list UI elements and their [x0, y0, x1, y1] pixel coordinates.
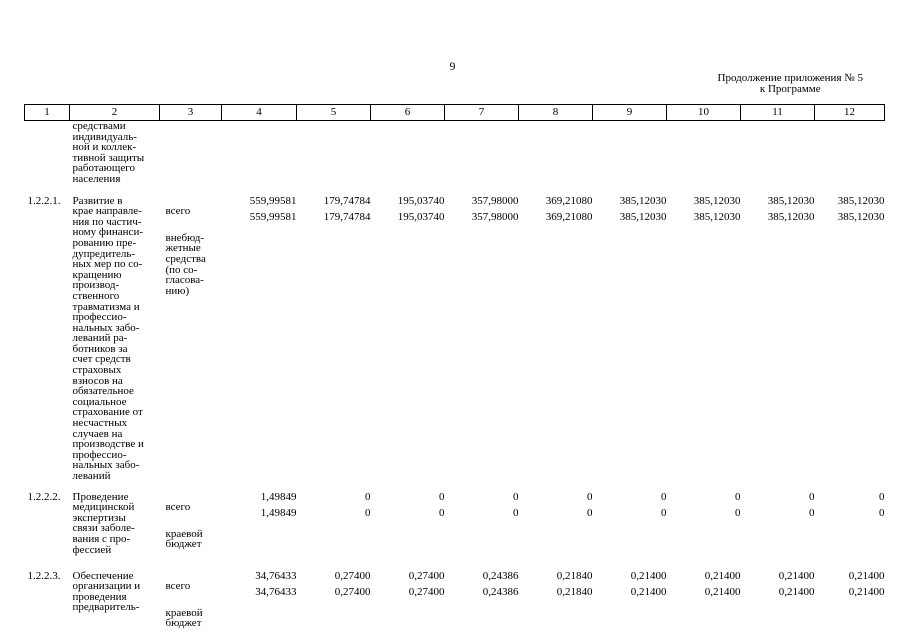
source-extrabudget: внебюд- жетные средства (по со- гласова- нию) [165, 231, 206, 297]
source-regional-budget: краевой бюджет [165, 606, 203, 630]
row-code: 1.2.2.3. [27, 569, 61, 582]
col-header: 6 [371, 105, 445, 121]
value-cell: 0 [809, 506, 815, 519]
value-cell: 0,21400 [778, 585, 815, 598]
value-cell: 0 [513, 490, 519, 503]
value-cell: 0,27400 [334, 569, 371, 582]
col-header: 11 [741, 105, 815, 121]
value-cell: 179,74784 [323, 194, 371, 207]
value-cell: 0 [879, 490, 885, 503]
col-header: 3 [160, 105, 222, 121]
col-header: 1 [25, 105, 70, 121]
value-cell: 0,21400 [704, 569, 741, 582]
value-cell: 385,12030 [767, 210, 815, 223]
value-cell: 195,03740 [397, 194, 445, 207]
value-cell: 0,27400 [408, 585, 445, 598]
value-cell: 369,21080 [545, 194, 593, 207]
value-cell: 385,12030 [693, 210, 741, 223]
value-cell: 0 [365, 490, 371, 503]
value-cell: 0 [513, 506, 519, 519]
value-cell: 34,76433 [255, 585, 297, 598]
value-cell: 179,74784 [323, 210, 371, 223]
value-cell: 0 [661, 490, 667, 503]
value-cell: 0 [809, 490, 815, 503]
value-cell: 0 [365, 506, 371, 519]
col-header: 10 [667, 105, 741, 121]
value-cell: 0,21840 [556, 585, 593, 598]
value-cell: 0,27400 [334, 585, 371, 598]
value-cell: 1,49849 [260, 506, 297, 519]
page-number: 9 [449, 61, 456, 73]
funding-sources [160, 571, 222, 640]
value-cell: 34,76433 [255, 569, 297, 582]
col-header: 8 [519, 105, 593, 121]
col-header: 2 [70, 105, 160, 121]
value-cell: 0,24386 [482, 585, 519, 598]
col-header: 9 [593, 105, 667, 121]
row-code: 1.2.2.2. [27, 490, 61, 503]
col-header: 12 [815, 105, 885, 121]
table-row [25, 492, 885, 561]
value-cell: 369,21080 [545, 210, 593, 223]
value-cell: 0 [439, 490, 445, 503]
value-cell: 559,99581 [249, 210, 297, 223]
program-table [24, 104, 885, 640]
funding-sources [160, 196, 222, 482]
value-cell: 385,12030 [837, 194, 885, 207]
table-row [25, 196, 885, 482]
value-cell: 385,12030 [693, 194, 741, 207]
source-total: всего [165, 205, 191, 218]
value-cell: 559,99581 [249, 194, 297, 207]
funding-sources [160, 492, 222, 561]
value-cell: 0 [587, 506, 593, 519]
row-name: Обеспечение организации и проведения предваритель- [72, 569, 141, 614]
row-code: 1.2.2.1. [27, 194, 61, 207]
value-cell: 0 [661, 506, 667, 519]
source-total: всего [165, 501, 191, 514]
value-cell: 0 [735, 490, 741, 503]
caption-line-1: Продолжение приложения № 5 [717, 72, 863, 84]
value-cell: 0 [879, 506, 885, 519]
col-header: 7 [445, 105, 519, 121]
row-name: Развитие в крае направле- ния по частич- ному финанси- рованию пре- дупредитель- ных мер по со- кращению производ- ственного травматизма и профессио- нальных забо- леваний ра- ботников за счет средств страховых взносов на обязательное социальное страхование от несчастных случаев на производстве и профессио- нальных забо- леваний [72, 194, 144, 482]
value-cell: 0,21400 [630, 585, 667, 598]
row-name: Проведение медицинской экспертизы связи заболе- вания с про- фессией [72, 490, 135, 556]
value-cell: 0,21400 [704, 585, 741, 598]
value-cell: 357,98000 [471, 210, 519, 223]
continuation-row [25, 121, 885, 185]
value-cell: 0,27400 [408, 569, 445, 582]
value-cell: 1,49849 [260, 490, 297, 503]
continuation-text: средствами индивидуаль- ной и коллек- тивной защиты работающего населения [72, 120, 145, 185]
value-cell: 0 [439, 506, 445, 519]
value-cell: 385,12030 [619, 194, 667, 207]
table-row [25, 571, 885, 640]
source-total: всего [165, 580, 191, 593]
value-cell: 385,12030 [767, 194, 815, 207]
value-cell: 0,21400 [630, 569, 667, 582]
value-cell: 385,12030 [619, 210, 667, 223]
appendix-caption [718, 73, 863, 95]
col-header: 5 [297, 105, 371, 121]
value-cell: 0 [735, 506, 741, 519]
value-cell: 0,24386 [482, 569, 519, 582]
value-cell: 0 [587, 490, 593, 503]
value-cell: 0,21840 [556, 569, 593, 582]
value-cell: 0,21400 [848, 585, 885, 598]
source-regional-budget: краевой бюджет [165, 527, 203, 551]
value-cell: 357,98000 [471, 194, 519, 207]
caption-line-2: к Программе [759, 83, 821, 95]
value-cell: 195,03740 [397, 210, 445, 223]
col-header: 4 [222, 105, 297, 121]
value-cell: 0,21400 [778, 569, 815, 582]
value-cell: 385,12030 [837, 210, 885, 223]
value-cell: 0,21400 [848, 569, 885, 582]
column-number-row [25, 105, 885, 121]
